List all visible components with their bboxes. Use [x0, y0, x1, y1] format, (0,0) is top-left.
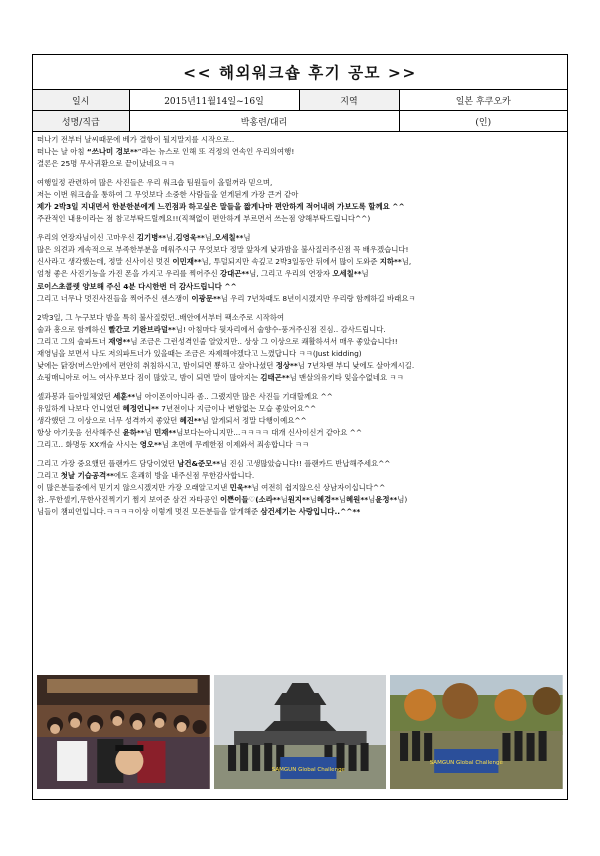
text-line: 이 많은분들중에서 믿기지 않으시겠지만 가장 오래알고지낸 민욱**님 여전히 쉽지않으신 상남자이십니다^^: [37, 483, 386, 493]
bold-name: 원지**: [287, 495, 310, 505]
bold-name: 민욱**: [229, 483, 252, 493]
text-line: 2박3일, 그 누구보다 밤을 특히 불사질렀던..배안에서부터 팩소주로 시작하여: [37, 312, 285, 322]
text-line: 쇼핑매니아로 어느 여사우보다 짐이 많았고, 밤이 되면 말이 많아지는 김태곤**님 맨살의유키타 잊을수없네요 ㅋㅋ: [37, 372, 404, 382]
paragraph-gap: [37, 170, 563, 177]
bold-name: 혜진**: [179, 415, 202, 425]
photo-strip: [37, 675, 563, 789]
paragraph-gap: [37, 305, 563, 312]
paragraph-gap: [37, 451, 563, 458]
bold-name: 오세칠**: [214, 233, 244, 243]
review-body: [33, 132, 567, 518]
text-line: 떠나는 날 아침 “쓰나미 경보**”라는 뉴스로 인해 또 걱정의 연속인 우리의여행!: [37, 147, 295, 157]
form-title: << 해외워크숍 후기 공모 >>: [183, 64, 417, 82]
paragraph-gap: [37, 384, 563, 391]
title-row: [33, 55, 567, 90]
bold-name: 첫날 기습공격**: [60, 471, 114, 481]
text-line: 그리고 너무나 멋진사진들을 찍어주신 센스쟁이 이광문**님 우리 7년차때도 8년이시겠지만 우리랑 함께하길 바래요ㅋ: [37, 293, 416, 303]
bold-name: 혜원**: [346, 495, 369, 505]
seal-value: (인): [399, 111, 567, 132]
bold-name: 재영**: [108, 336, 131, 346]
party-photo: [37, 675, 210, 789]
bold-name: 이민재**: [172, 257, 202, 267]
bold-name: 남건&준모**: [177, 459, 220, 469]
info-row-date: [33, 90, 567, 111]
bold-name: 김영욱**: [175, 233, 205, 243]
bold-name: 혜정언니**: [122, 403, 159, 413]
text-line: [37, 201, 563, 213]
bold-name: 세훈**: [113, 391, 136, 401]
text-line: 낮에는 닭장(버스안)에서 편안히 취침하시고, 밤이되면 뿅하고 살아나셨던 정상**님 7년차땐 부디 낮에도 살아계시길.: [37, 360, 415, 370]
text-line: 님들이 챔피언입니다.ㅋㅋㅋㅋ이상 이렇게 멋진 모든분들을 알게해준 삼건세기는 사랑입니다..^^**: [37, 507, 361, 517]
text-line: 주관적인 내용이라는 점 참고부탁드릴께요!!(직책없이 편안하게 부르면서 쓰는점 양해부탁드립니다^^): [37, 214, 371, 224]
region-value: 일본 후쿠오카: [399, 90, 567, 111]
text-line: 항상 아기웃음 선사해주신 윤하**님 민재**님보다는아니지만...ㅋㅋㅋㅋ 대개 신사이신거 같아요 ^^: [37, 428, 363, 438]
region-label: 지역: [299, 90, 399, 111]
bold-name: 혜경**: [316, 495, 339, 505]
bold-name: 제가 2박3일 지내면서 한분한분에게 느낀점과 하고싶은 말들을 짧게나마 편안하게 적어내려 가보도록 할께요 ^^: [37, 202, 405, 212]
text-line: 재영님을 보면서 나도 저의파트너가 있을때는 조금은 자제해야겠다고 느꼈답니다 ㅋㅋ(Just kidding): [37, 348, 362, 358]
text-line: 결론은 25명 무사귀환으로 끝이났네요ㅋㅋ: [37, 159, 175, 169]
castle-banner-text: SAMGUN Global Challenge: [271, 767, 345, 773]
text-line: 유일하게 나보다 언니였던 혜정언니** 7년전이나 지금이나 변함없는 모습 좋았어요^^: [37, 403, 317, 413]
bold-name: 정상**: [275, 360, 298, 370]
info-row-name: [33, 111, 567, 132]
bold-name: 민재**: [154, 428, 177, 438]
date-label: 일시: [33, 90, 129, 111]
paragraph-gap: [37, 225, 563, 232]
castle-group-photo: [214, 675, 387, 789]
bold-name: 이광문**: [191, 293, 221, 303]
bold-name: 빨간코 기완브라덜**: [108, 324, 176, 334]
village-banner-text: SAMGUN Global Challenge: [430, 760, 504, 766]
text-line: 참..무한셀키,무한사진찍기기 쩜지 보여준 삼건 자타공인 이쁜이들♡(소라**님원지**님혜경**님혜원**님윤정**님): [37, 495, 408, 505]
name-label: 성명/직급: [33, 111, 129, 132]
bold-name: 김태곤**: [260, 372, 290, 382]
bold-name: 윤하**: [122, 428, 145, 438]
text-line: 우리의 연장자님이신 고마우신 김기병**님,김영욱**님,오세칠**님: [37, 233, 251, 243]
bold-name: 이쁜이들♡(소라**: [220, 495, 281, 505]
text-line: 그리고 가장 중요했던 플랜카드 담당이였던 남건&준모**님 진심 고생많았습니다!! 플랜카드 반납해주세요^^: [37, 459, 391, 469]
bold-name: 김기병**: [136, 233, 167, 243]
text-line: 셀과봉과 들아일체였던 세훈**님 아이폰이아니라 좀.. 그랬지만 많은 사진들 기대할께요 ^^: [37, 391, 333, 401]
text-line: 그리고 그의 술파트너 재영**님 조금은 그런성격인줄 알았지만.. 상상 그 이상으로 쾌활하셔서 매우 좋았습니다!!: [37, 336, 398, 346]
bold-name: 로이스초콜렛 양보해 주신 4분 다시한번 더 감사드립니다 ^^: [37, 281, 237, 291]
text-line: [37, 281, 563, 293]
review-form: [32, 54, 568, 800]
bold-name: “쓰나미 경보**: [86, 147, 138, 157]
text-line: 신사라고 생각했는데, 정말 신사이신 멋진 이민재**님, 투덜되지만 속깊고 2박3일동안 뒤에서 많이 도와준 지하**님,: [37, 257, 412, 267]
text-line: 그리고 첫날 기습공격**에도 흔쾌히 방을 내주신점 무한감사합니다.: [37, 471, 255, 481]
info-table: [33, 90, 567, 132]
bold-name: 지하**: [379, 257, 402, 267]
text-line: 생각했던 그 이상으로 너무 성격까지 좋았던 혜진**님 알게되서 정말 다행이예요^^: [37, 415, 307, 425]
text-line: 그리고.. 화명동 XX캐슬 사시는 영오**님 초면에 무례한점 이제와서 죄송합니다 ㅋㅋ: [37, 440, 310, 450]
date-value: 2015년11월14일~16일: [129, 90, 299, 111]
bold-name: 영오**: [139, 440, 162, 450]
text-line: 여행일정 관련하여 많은 사진들은 우리 워크숍 팀원들이 올릴꺼라 믿으며,: [37, 178, 273, 188]
text-line: 떠나기 전부터 날씨때문에 베가 결항이 될지말지를 시작으로..: [37, 135, 235, 144]
text-line: 엄청 좋은 사진기능을 가진 폰을 가지고 우리를 찍어주신 강대곤**님, 그리고 우리의 연장자 오세칠**님: [37, 269, 369, 279]
text-line: 술과 흥으로 함께하신 빨간코 기완브라덜**님! 아침마다 뒷자리에서 술향수-풍겨주신점 진심.. 감사드립니다.: [37, 324, 386, 334]
text-line: 많은 의견과 계속적으로 부족한부분을 메워주시구 무엇보다 정말 앞차게 낮과밤을 불사질러주신점 꼭 배우겠습니다!: [37, 245, 409, 255]
text-line: 저는 이번 워크숍을 통하여 그 무엇보다 소중한 사람들을 얻게된게 가장 큰거 같아: [37, 190, 299, 200]
bold-name: 삼건세기는 사랑입니다..^^**: [260, 507, 361, 517]
bold-name: 오세칠**: [332, 269, 362, 279]
village-group-photo: [390, 675, 563, 789]
bold-name: 강대곤**: [220, 269, 250, 279]
bold-name: 윤정**: [375, 495, 398, 505]
name-value: 박홍련/대리: [129, 111, 399, 132]
